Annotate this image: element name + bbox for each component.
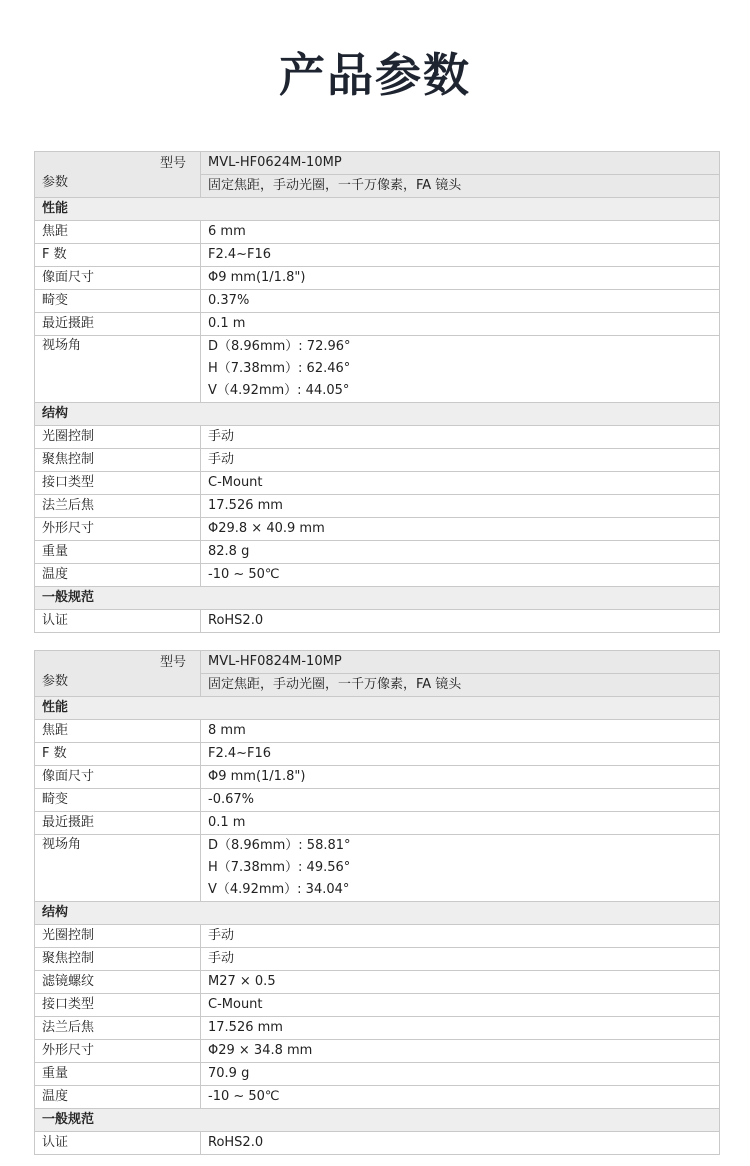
spec-label: 重量	[35, 541, 201, 564]
spec-value	[201, 789, 720, 812]
spec-value-line: 0.1 m	[208, 815, 246, 830]
spec-value	[201, 1017, 720, 1040]
spec-row	[35, 1063, 720, 1086]
spec-value	[201, 835, 720, 902]
section-row	[35, 697, 720, 720]
header-row	[35, 152, 720, 175]
spec-label: 接口类型	[35, 994, 201, 1017]
spec-value-line: Φ29 × 34.8 mm	[208, 1043, 313, 1058]
spec-label: 温度	[35, 1086, 201, 1109]
spec-row	[35, 290, 720, 313]
spec-value	[201, 925, 720, 948]
spec-row	[35, 221, 720, 244]
spec-value-line: -0.67%	[208, 792, 254, 807]
spec-value-line: 手动	[208, 429, 235, 444]
header-diagonal-cell	[35, 651, 201, 697]
spec-value-line: F2.4~F16	[208, 247, 272, 262]
spec-value-line: H（7.38mm）: 49.56°	[208, 860, 351, 875]
spec-value	[201, 290, 720, 313]
spec-row	[35, 610, 720, 633]
spec-value	[201, 244, 720, 267]
spec-label: 像面尺寸	[35, 766, 201, 789]
spec-label: F 数	[35, 743, 201, 766]
spec-value	[201, 720, 720, 743]
spec-table	[34, 151, 720, 633]
spec-row	[35, 812, 720, 835]
spec-value-line: 8 mm	[208, 723, 246, 738]
spec-label: 接口类型	[35, 472, 201, 495]
spec-value-line: RoHS2.0	[208, 1135, 264, 1150]
spec-label: 最近摄距	[35, 313, 201, 336]
spec-value	[201, 426, 720, 449]
spec-row	[35, 244, 720, 267]
spec-value-line: F2.4~F16	[208, 746, 272, 761]
spec-row	[35, 267, 720, 290]
spec-label: 视场角	[35, 336, 201, 403]
spec-value-line: RoHS2.0	[208, 613, 264, 628]
spec-label: 像面尺寸	[35, 267, 201, 290]
spec-label: 认证	[35, 610, 201, 633]
model-number: MVL-HF0824M-10MP	[201, 651, 720, 674]
section-heading: 一般规范	[35, 1109, 720, 1132]
section-heading: 一般规范	[35, 587, 720, 610]
spec-label: 法兰后焦	[35, 1017, 201, 1040]
spec-value-line: -10 ~ 50℃	[208, 567, 280, 582]
section-row	[35, 587, 720, 610]
spec-value	[201, 267, 720, 290]
spec-value-line: 0.37%	[208, 293, 250, 308]
spec-row	[35, 925, 720, 948]
spec-value	[201, 1132, 720, 1155]
spec-label: 认证	[35, 1132, 201, 1155]
spec-label: 视场角	[35, 835, 201, 902]
spec-value	[201, 1063, 720, 1086]
model-header-label: 型号	[159, 156, 186, 171]
section-row	[35, 198, 720, 221]
spec-value	[201, 812, 720, 835]
spec-value	[201, 495, 720, 518]
spec-value-line: 手动	[208, 928, 235, 943]
spec-value	[201, 766, 720, 789]
spec-value-line: 手动	[208, 951, 235, 966]
spec-row	[35, 948, 720, 971]
spec-value-line: 17.526 mm	[208, 1020, 283, 1035]
section-heading: 性能	[35, 697, 720, 720]
spec-row	[35, 1086, 720, 1109]
spec-row	[35, 449, 720, 472]
spec-row	[35, 994, 720, 1017]
spec-label: 焦距	[35, 720, 201, 743]
spec-value	[201, 610, 720, 633]
spec-row	[35, 541, 720, 564]
spec-value-line: 手动	[208, 452, 235, 467]
section-heading: 结构	[35, 902, 720, 925]
spec-label: 聚焦控制	[35, 449, 201, 472]
spec-value	[201, 1040, 720, 1063]
spec-value-line: C-Mount	[208, 997, 263, 1012]
spec-row	[35, 835, 720, 902]
spec-value-line: D（8.96mm）: 72.96°	[208, 339, 351, 354]
spec-value	[201, 1086, 720, 1109]
spec-value	[201, 449, 720, 472]
spec-value	[201, 472, 720, 495]
spec-value-line: 0.1 m	[208, 316, 246, 331]
model-number: MVL-HF0624M-10MP	[201, 152, 720, 175]
spec-row	[35, 336, 720, 403]
spec-value-line: 82.8 g	[208, 544, 250, 559]
model-description: 固定焦距，手动光圈，一千万像素，FA 镜头	[201, 674, 720, 697]
spec-label: 外形尺寸	[35, 518, 201, 541]
spec-value	[201, 313, 720, 336]
spec-value	[201, 518, 720, 541]
spec-label: 温度	[35, 564, 201, 587]
spec-row	[35, 743, 720, 766]
spec-value-line: Φ9 mm(1/1.8")	[208, 769, 306, 784]
spec-value-line: M27 × 0.5	[208, 974, 276, 989]
header-diagonal-cell	[35, 152, 201, 198]
spec-value-line: V（4.92mm）: 34.04°	[208, 882, 350, 897]
spec-row	[35, 472, 720, 495]
spec-label: 法兰后焦	[35, 495, 201, 518]
section-row	[35, 902, 720, 925]
spec-label: 畸变	[35, 290, 201, 313]
spec-value	[201, 564, 720, 587]
section-heading: 性能	[35, 198, 720, 221]
spec-value-line: C-Mount	[208, 475, 263, 490]
spec-row	[35, 1040, 720, 1063]
header-row	[35, 651, 720, 674]
spec-label: F 数	[35, 244, 201, 267]
spec-value-line: Φ9 mm(1/1.8")	[208, 270, 306, 285]
spec-row	[35, 971, 720, 994]
section-row	[35, 1109, 720, 1132]
spec-value-line: 17.526 mm	[208, 498, 283, 513]
spec-value-line: 70.9 g	[208, 1066, 250, 1081]
spec-row	[35, 789, 720, 812]
spec-label: 最近摄距	[35, 812, 201, 835]
spec-row	[35, 720, 720, 743]
spec-label: 重量	[35, 1063, 201, 1086]
spec-label: 焦距	[35, 221, 201, 244]
section-row	[35, 403, 720, 426]
spec-label: 聚焦控制	[35, 948, 201, 971]
spec-value	[201, 948, 720, 971]
spec-row	[35, 518, 720, 541]
spec-label: 滤镜螺纹	[35, 971, 201, 994]
spec-value-line: D（8.96mm）: 58.81°	[208, 838, 351, 853]
spec-value-line: V（4.92mm）: 44.05°	[208, 383, 350, 398]
spec-row	[35, 1017, 720, 1040]
spec-value	[201, 971, 720, 994]
param-header-label: 参数	[42, 175, 69, 190]
spec-label: 畸变	[35, 789, 201, 812]
spec-row	[35, 1132, 720, 1155]
spec-value-line: -10 ~ 50℃	[208, 1089, 280, 1104]
spec-value	[201, 221, 720, 244]
model-description: 固定焦距，手动光圈，一千万像素，FA 镜头	[201, 175, 720, 198]
spec-value	[201, 743, 720, 766]
spec-label: 外形尺寸	[35, 1040, 201, 1063]
spec-row	[35, 766, 720, 789]
spec-value	[201, 541, 720, 564]
spec-label: 光圈控制	[35, 925, 201, 948]
spec-value-line: 6 mm	[208, 224, 246, 239]
spec-table	[34, 650, 720, 1155]
page-title: 产品参数	[279, 48, 471, 102]
section-heading: 结构	[35, 403, 720, 426]
spec-label: 光圈控制	[35, 426, 201, 449]
spec-value-line: Φ29.8 × 40.9 mm	[208, 521, 325, 536]
spec-value-line: H（7.38mm）: 62.46°	[208, 361, 351, 376]
param-header-label: 参数	[42, 674, 69, 689]
spec-row	[35, 564, 720, 587]
spec-row	[35, 495, 720, 518]
spec-row	[35, 426, 720, 449]
model-header-label: 型号	[159, 655, 186, 670]
spec-value	[201, 994, 720, 1017]
spec-value	[201, 336, 720, 403]
spec-row	[35, 313, 720, 336]
